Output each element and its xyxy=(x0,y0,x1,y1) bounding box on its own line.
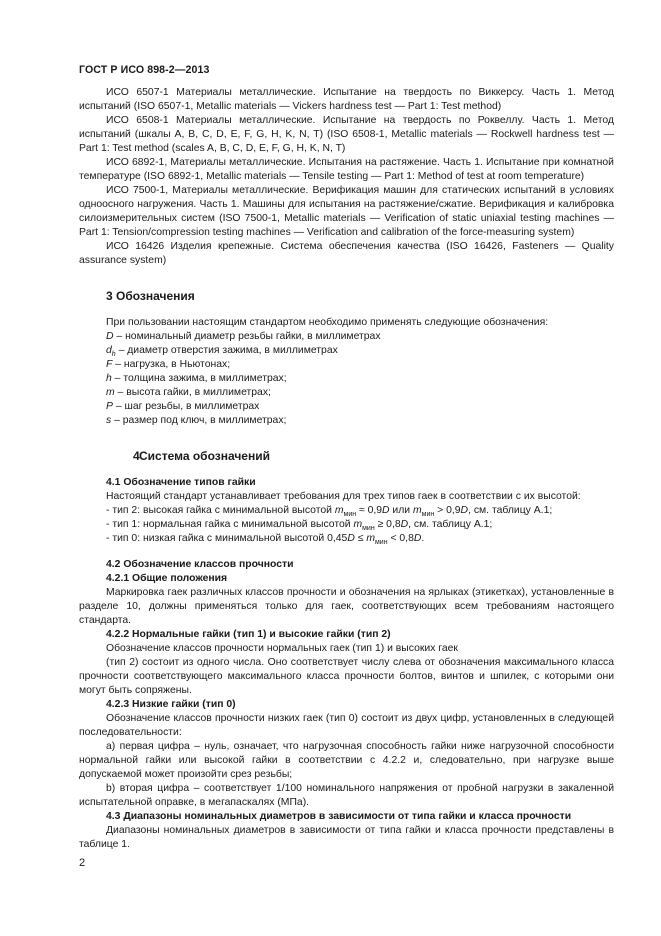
section-4-3-text: Диапазоны номинальных диаметров в зависимости от типа гайки и класса прочности представлены в таблице 1. xyxy=(79,825,614,850)
section-4-2-2-heading: 4.2.2 Нормальные гайки (тип 1) и высокие гайки (тип 2) xyxy=(106,629,391,640)
section-3-intro: При пользовании настоящим стандартом необходимо применять следующие обозначения: xyxy=(106,317,549,328)
nut-type-item: - тип 2: высокая гайка с минимальной высотой $m_{мин} \approx 0,9D$ или $m_{мин} > 0,9D$, см. таблицу А.1; xyxy=(106,505,553,519)
reference-iso-6892-1: ИСО 6892-1, Материалы металлические. Испытания на растяжение. Часть 1. Испытание при комнатной температуре (ISO 6892-1, Metallic materials — Tensile testing — Part 1: Method of test at room temperature) xyxy=(79,157,614,182)
section-4-2-3-item-b: b) вторая цифра – соответствует 1/100 номинального напряжения от пробной нагрузки в закаленной испытательной оправке, в мегапаскалях (МПа). xyxy=(79,783,614,808)
reference-iso-7500-1: ИСО 7500-1, Материалы металлические. Верификация машин для статических испытаний в условиях одноосного нагружения. Часть 1. Машины для испытания на растяжение/сжатие. Верификация и калибровка силоизмерительных систем (ISO 7500-1, Metallic materials — Verification of static uniaxial testing machines — Part 1: Tension/compression testing machines — Verification and calibration of the force-measuring system) xyxy=(79,185,614,238)
page-number: 2 xyxy=(79,857,86,869)
symbol-item: P – шаг резьбы, в миллиметрах xyxy=(106,401,260,412)
nut-types-list xyxy=(79,504,614,546)
document-header: ГОСТ Р ИСО 898-2—2013 xyxy=(79,64,210,76)
section-4-2-3-heading: 4.2.3 Низкие гайки (тип 0) xyxy=(106,699,236,710)
section-4-2-2-text-2: (тип 2) состоит из одного числа. Оно соответствует числу слева от обозначения максимального класса прочности соответствующего максимального класса прочности болтов, винтов и шпилек, с которыми они могут быть сопряжены. xyxy=(79,657,614,696)
symbol-item: F – нагрузка, в Ньютонах; xyxy=(106,359,231,370)
symbol-item: s – размер под ключ, в миллиметрах; xyxy=(106,415,287,426)
section-4-1-heading: 4.1 Обозначение типов гайки xyxy=(106,477,256,488)
section-4-3-heading: 4.3 Диапазоны номинальных диаметров в зависимости от типа гайки и класса прочности xyxy=(106,811,572,822)
section-4-1-text: Настоящий стандарт устанавливает требования для трех типов гаек в соответствии с их высотой: xyxy=(106,491,581,502)
section-3-heading: 3 Обозначения xyxy=(106,289,195,303)
document-body xyxy=(79,86,614,852)
section-4-2-1-text: Маркировка гаек различных классов прочности и обозначения на ярлыках (этикетках), установленные в разделе 10, должны применяться только для гаек, соответствующих всем требованиям настоящего стандарта. xyxy=(79,587,614,626)
symbols-list xyxy=(79,330,614,428)
section-4-2-3-text: Обозначение классов прочности низких гаек (тип 0) состоит из двух цифр, установленных в следующей последовательности: xyxy=(79,713,614,738)
nut-type-item: - тип 1: нормальная гайка с минимальной высотой $m_{мин} \ge 0,8D$, см. таблицу А.1; xyxy=(106,519,493,533)
reference-iso-16426: ИСО 16426 Изделия крепежные. Система обеспечения качества (ISO 16426, Fasteners — Quality assurance system) xyxy=(79,241,614,266)
reference-iso-6508-1: ИСО 6508-1 Материалы металлические. Испытание на твердость по Роквеллу. Часть 1. Метод испытаний (шкалы A, B, C, D, E, F, G, H, K, N, T) (ISO 6508-1, Metallic materials — Rockwell hardness test — Part 1: Test method (scales A, B, C, D, E, F, G, H, K, N, T) xyxy=(79,115,614,154)
section-4-2-2-text-1: Обозначение классов прочности нормальных гаек (тип 1) и высоких гаек xyxy=(106,643,458,654)
symbol-item: h – толщина зажима, в миллиметрах; xyxy=(106,373,287,384)
nut-type-item: - тип 0: низкая гайка с минимальной высотой $0,45D \le m_{мин} < 0,8D$. xyxy=(106,533,425,547)
section-4-2-heading: 4.2 Обозначение классов прочности xyxy=(106,559,294,570)
symbol-item: D – номинальный диаметр резьбы гайки, в миллиметрах xyxy=(106,331,381,342)
section-4-2-3-item-a: а) первая цифра – нуль, означает, что нагрузочная способность гайки ниже нагрузочной способности нормальной гайки или высокой гайки в соответствии с 4.2.2 и, следовательно, при нагрузке выше допускаемой может произойти срез резьбы; xyxy=(79,741,614,780)
symbol-item: m – высота гайки, в миллиметрах; xyxy=(106,387,271,398)
section-4-heading: 4Система обозначений xyxy=(133,449,270,463)
reference-iso-6507-1: ИСО 6507-1 Материалы металлические. Испытание на твердость по Виккерсу. Часть 1. Метод испытаний (ISO 6507-1, Metallic materials — Vickers hardness test — Part 1: Test method) xyxy=(79,87,614,112)
symbol-item: $d_h$ – диаметр отверстия зажима, в миллиметрах xyxy=(106,345,338,359)
section-4-2-1-heading: 4.2.1 Общие положения xyxy=(106,573,228,584)
